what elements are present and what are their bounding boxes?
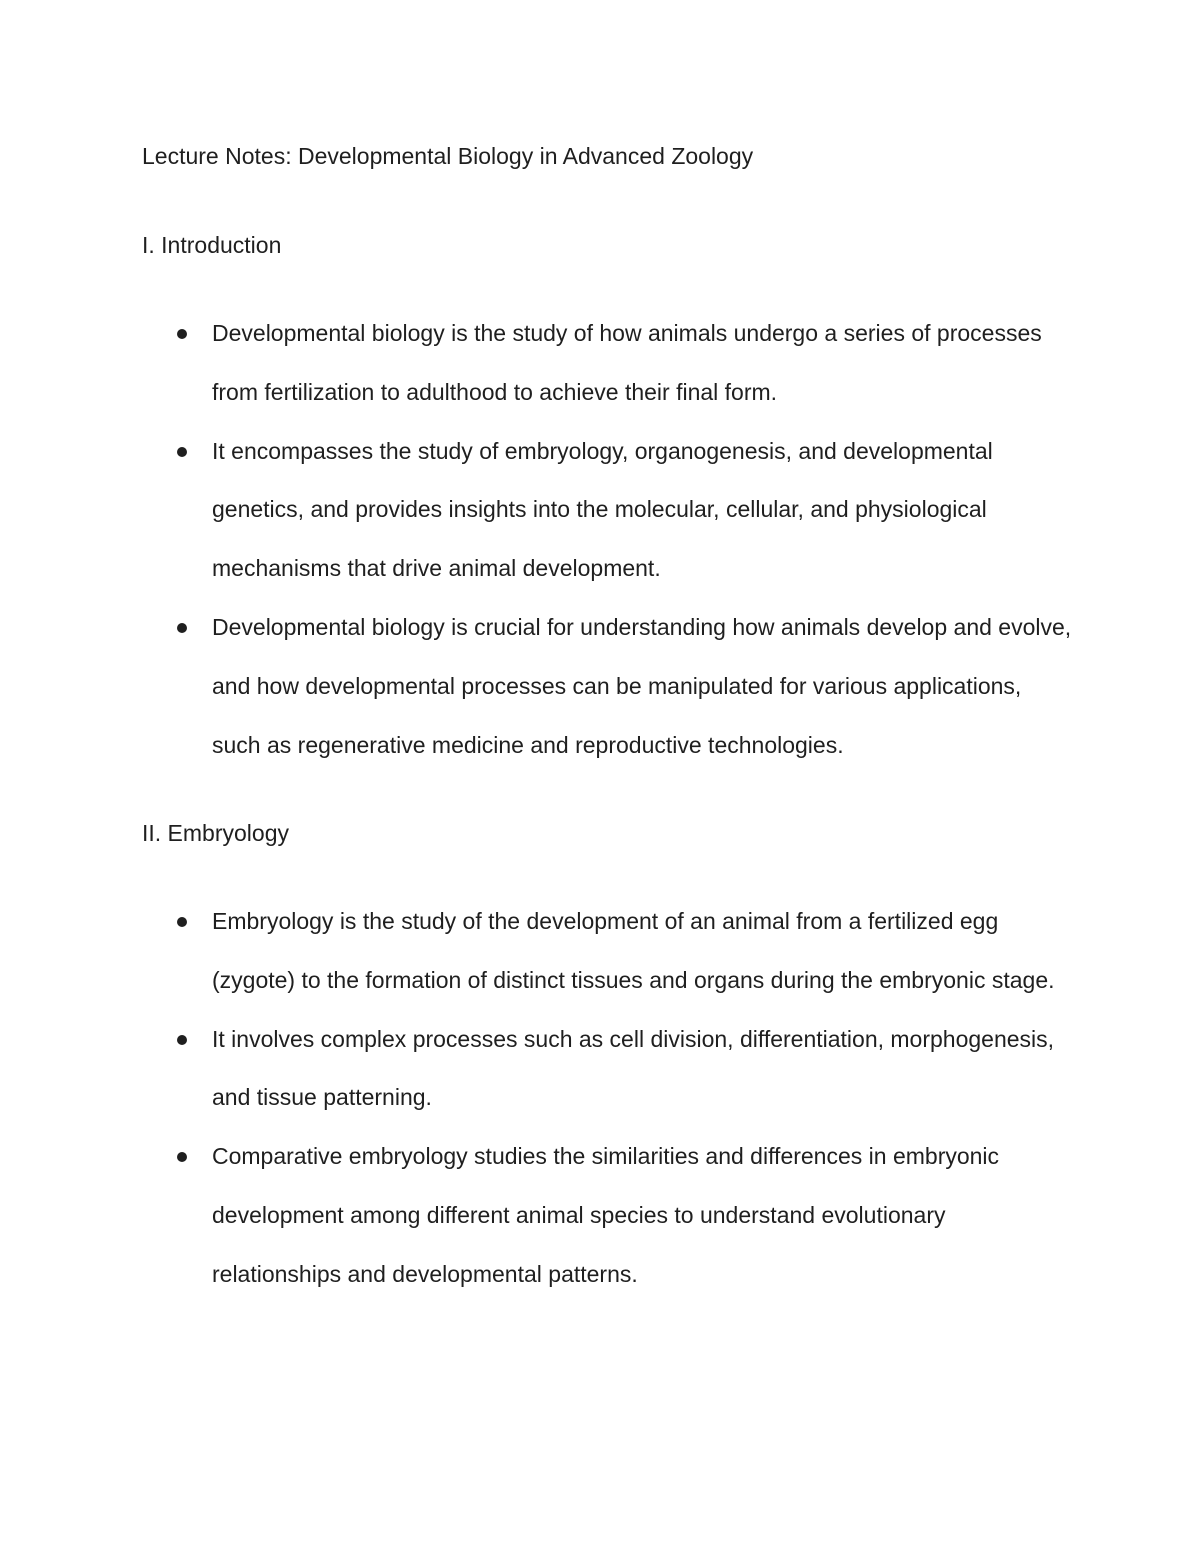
bullet-point-icon bbox=[177, 447, 187, 457]
bullet-point-icon bbox=[177, 329, 187, 339]
document-title: Lecture Notes: Developmental Biology in Advanced Zoology bbox=[142, 143, 754, 169]
bullet-text: It involves complex processes such as cell division, differentiation, morphogenesis, and tissue patterning. bbox=[212, 1025, 1055, 1111]
section-heading-embryology: II. Embryology bbox=[142, 820, 289, 846]
bullet-text: Embryology is the study of the development of an animal from a fertilized egg (zygote) to the formation of distinct tissues and organs during the embryonic stage. bbox=[212, 908, 1055, 993]
bullet-text: It encompasses the study of embryology, organogenesis, and developmental genetics, and provides insights into the molecular, cellular, and physiological mechanisms that drive animal development. bbox=[212, 437, 993, 582]
bullet-list-introduction bbox=[0, 304, 1200, 774]
bullet-text: Developmental biology is the study of how animals undergo a series of processes from fertilization to adulthood to achieve their final form. bbox=[212, 320, 1042, 405]
list-item bbox=[0, 304, 1072, 422]
list-item bbox=[0, 1127, 1072, 1303]
bullet-text: Comparative embryology studies the similarities and differences in embryonic development among different animal species to understand evolutionary relationships and developmental patterns. bbox=[212, 1143, 1000, 1287]
list-item bbox=[0, 892, 1072, 1010]
bullet-point-icon bbox=[177, 1152, 187, 1162]
section-heading-introduction: I. Introduction bbox=[142, 232, 282, 258]
list-item bbox=[0, 598, 1072, 774]
list-item bbox=[0, 422, 1072, 598]
bullet-list-embryology bbox=[0, 892, 1200, 1304]
list-item bbox=[0, 1010, 1072, 1128]
bullet-point-icon bbox=[177, 917, 187, 927]
bullet-text: Developmental biology is crucial for understanding how animals develop and evolve, and how developmental processes can be manipulated for various applications, such as regenerative medicine and reproductive technologies. bbox=[212, 613, 1072, 758]
bullet-point-icon bbox=[177, 623, 187, 633]
bullet-point-icon bbox=[177, 1035, 187, 1045]
